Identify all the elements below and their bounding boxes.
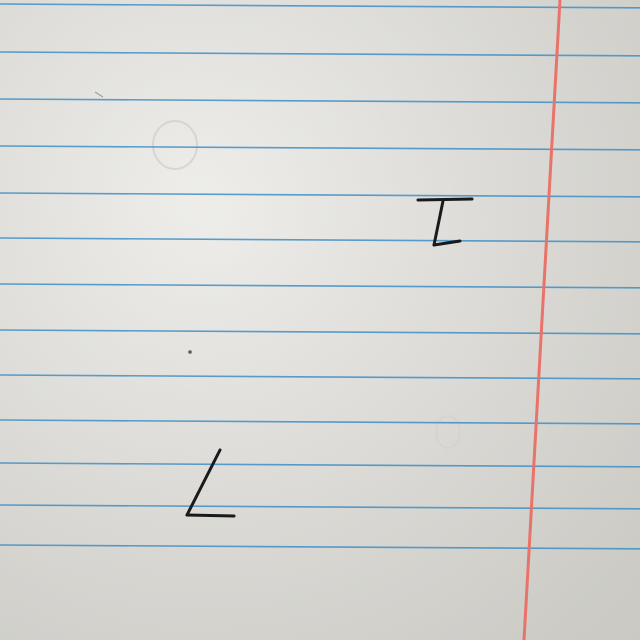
paper-speck	[188, 350, 192, 354]
